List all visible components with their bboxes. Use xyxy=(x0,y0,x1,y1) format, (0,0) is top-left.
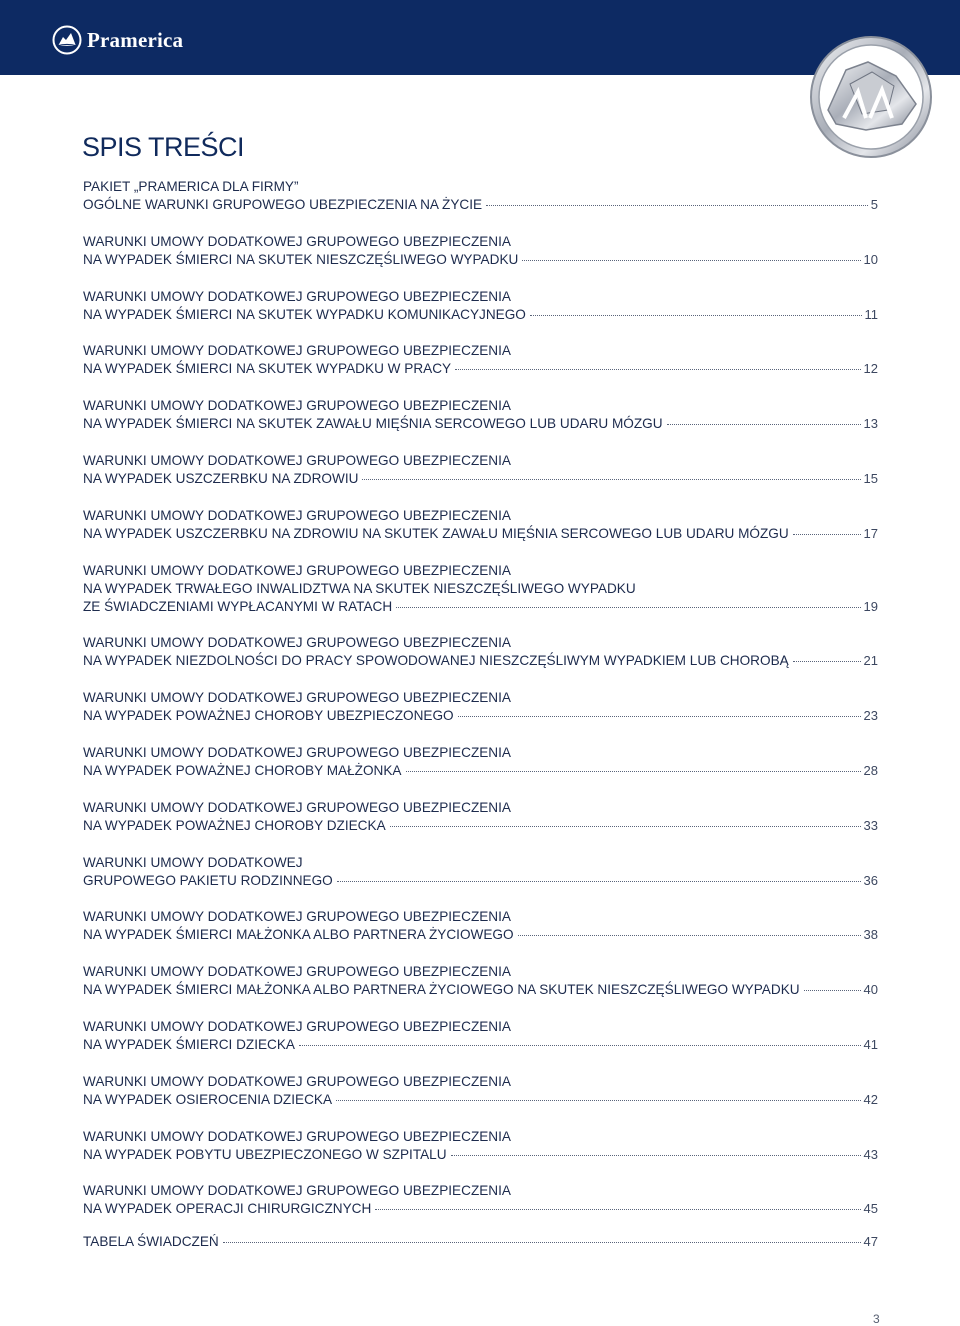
toc-page-number[interactable]: 23 xyxy=(863,708,878,724)
dot-leader xyxy=(518,934,861,936)
toc-entry-line: NA WYPADEK ŚMIERCI NA SKUTEK WYPADKU W PRACY xyxy=(83,361,452,377)
toc-entry-line: NA WYPADEK POWAŻNEJ CHOROBY MAŁŻONKA xyxy=(83,762,402,778)
toc-entry-last-line xyxy=(83,872,878,890)
toc-entry-line: WARUNKI UMOWY DODATKOWEJ GRUPOWEGO UBEZPIECZENIA xyxy=(83,1018,511,1034)
toc-entry[interactable] xyxy=(83,178,878,214)
toc-entry-line: WARUNKI UMOWY DODATKOWEJ GRUPOWEGO UBEZPIECZENIA xyxy=(83,1073,511,1089)
toc-entry-line: NA WYPADEK OSIEROCENIA DZIECKA xyxy=(83,1091,333,1107)
toc-entry-last-line xyxy=(83,1233,878,1251)
toc-entry[interactable] xyxy=(83,562,878,616)
toc-entry-line: WARUNKI UMOWY DODATKOWEJ xyxy=(83,854,303,870)
toc-entry-last-line xyxy=(83,1200,878,1218)
toc-entry-last-line xyxy=(83,1091,878,1109)
toc-entry-last-line xyxy=(83,525,878,543)
toc-entry-last-line xyxy=(83,598,878,616)
page-title: SPIS TREŚCI xyxy=(82,132,245,162)
toc-entry-line: NA WYPADEK USZCZERBKU NA ZDROWIU NA SKUTEK ZAWAŁU MIĘŚNIA SERCOWEGO LUB UDARU MÓZGU xyxy=(83,525,789,541)
dot-leader xyxy=(455,368,860,370)
toc-entry[interactable] xyxy=(83,1073,878,1109)
toc-page-number[interactable]: 42 xyxy=(863,1091,878,1107)
dot-leader xyxy=(337,880,861,882)
toc-entry-line: WARUNKI UMOWY DODATKOWEJ GRUPOWEGO UBEZPIECZENIA xyxy=(83,964,511,980)
dot-leader xyxy=(530,314,862,316)
toc-entry-last-line xyxy=(83,415,878,433)
silver-circular-emblem-icon xyxy=(806,32,936,162)
toc-page-number[interactable]: 45 xyxy=(863,1201,878,1217)
toc-entry-line: NA WYPADEK ŚMIERCI MAŁŻONKA ALBO PARTNERA ŻYCIOWEGO NA SKUTEK NIESZCZĘŚLIWEGO WYPADKU xyxy=(83,982,800,998)
toc-entry[interactable] xyxy=(83,1182,878,1218)
dot-leader xyxy=(458,715,861,717)
toc-entry[interactable] xyxy=(83,689,878,725)
toc-entry[interactable] xyxy=(83,233,878,269)
toc-entry[interactable] xyxy=(83,963,878,999)
toc-entry-line: NA WYPADEK TRWAŁEGO INWALIDZTWA NA SKUTEK NIESZCZĘŚLIWEGO WYPADKU xyxy=(83,580,636,596)
toc-page-number[interactable]: 28 xyxy=(863,762,878,778)
toc-page-number[interactable]: 38 xyxy=(863,927,878,943)
toc-page-number[interactable]: 17 xyxy=(863,525,878,541)
toc-entry[interactable] xyxy=(83,452,878,488)
toc-entry-line: WARUNKI UMOWY DODATKOWEJ GRUPOWEGO UBEZPIECZENIA xyxy=(83,909,511,925)
dot-leader xyxy=(223,1241,861,1243)
dot-leader xyxy=(793,660,861,662)
toc-entry-line: OGÓLNE WARUNKI GRUPOWEGO UBEZPIECZENIA NA ŻYCIE xyxy=(83,197,483,212)
toc-entry-line: WARUNKI UMOWY DODATKOWEJ GRUPOWEGO UBEZPIECZENIA xyxy=(83,398,511,414)
toc-page-number[interactable]: 43 xyxy=(863,1146,878,1162)
toc-entry[interactable] xyxy=(83,634,878,670)
rock-of-gibraltar-icon xyxy=(52,25,82,55)
toc-page-number[interactable]: 11 xyxy=(864,306,878,322)
toc-entry-line: WARUNKI UMOWY DODATKOWEJ GRUPOWEGO UBEZPIECZENIA xyxy=(83,690,511,706)
toc-page-number[interactable]: 36 xyxy=(863,872,878,888)
dot-leader xyxy=(804,989,861,991)
toc-page-number[interactable]: 12 xyxy=(863,361,878,377)
toc-entry[interactable] xyxy=(83,744,878,780)
toc-entry[interactable] xyxy=(83,342,878,378)
toc-entry-last-line xyxy=(83,470,878,488)
toc-entry-line: WARUNKI UMOWY DODATKOWEJ GRUPOWEGO UBEZPIECZENIA xyxy=(83,343,511,359)
toc-entry-line: WARUNKI UMOWY DODATKOWEJ GRUPOWEGO UBEZPIECZENIA xyxy=(83,452,511,468)
toc-entry-line: NA WYPADEK ŚMIERCI MAŁŻONKA ALBO PARTNERA ŻYCIOWEGO xyxy=(83,927,514,943)
toc-entry-line: GRUPOWEGO PAKIETU RODZINNEGO xyxy=(83,872,333,888)
toc-page-number[interactable]: 13 xyxy=(863,416,878,432)
toc-entry[interactable] xyxy=(83,1018,878,1054)
toc-entry-line: NA WYPADEK ŚMIERCI DZIECKA xyxy=(83,1036,295,1052)
toc-page-number[interactable]: 41 xyxy=(863,1036,878,1052)
table-of-contents xyxy=(83,178,878,1251)
toc-entry-last-line xyxy=(83,251,878,269)
toc-entry[interactable] xyxy=(83,854,878,890)
toc-entry-last-line xyxy=(83,762,878,780)
toc-entry[interactable] xyxy=(83,908,878,944)
toc-entry-line: NA WYPADEK USZCZERBKU NA ZDROWIU xyxy=(83,470,359,486)
toc-entry-last-line xyxy=(83,306,878,324)
toc-entry[interactable] xyxy=(83,288,878,324)
toc-page-number[interactable]: 47 xyxy=(863,1234,878,1250)
toc-entry-last-line xyxy=(83,926,878,944)
toc-entry-last-line xyxy=(83,707,878,725)
dot-leader xyxy=(336,1099,861,1101)
toc-entry-line: WARUNKI UMOWY DODATKOWEJ GRUPOWEGO UBEZPIECZENIA xyxy=(83,288,511,304)
toc-entry-last-line xyxy=(83,1146,878,1164)
toc-entry[interactable] xyxy=(83,799,878,835)
dot-leader xyxy=(396,606,860,608)
dot-leader xyxy=(793,533,861,535)
toc-entry-line: WARUNKI UMOWY DODATKOWEJ GRUPOWEGO UBEZPIECZENIA xyxy=(83,1128,511,1144)
toc-entry-last-line xyxy=(83,1036,878,1054)
dot-leader xyxy=(299,1044,861,1046)
toc-page-number[interactable]: 5 xyxy=(870,197,878,212)
toc-entry-line: NA WYPADEK POWAŻNEJ CHOROBY UBEZPIECZONEGO xyxy=(83,708,454,724)
toc-entry-line: WARUNKI UMOWY DODATKOWEJ GRUPOWEGO UBEZPIECZENIA xyxy=(83,233,511,249)
toc-entry-line: PAKIET „PRAMERICA DLA FIRMY” xyxy=(83,179,299,194)
dot-leader xyxy=(667,423,861,425)
toc-entry-line: NA WYPADEK ŚMIERCI NA SKUTEK NIESZCZĘŚLIWEGO WYPADKU xyxy=(83,251,519,267)
toc-entry-last-line xyxy=(83,652,878,670)
toc-entry-line: WARUNKI UMOWY DODATKOWEJ GRUPOWEGO UBEZPIECZENIA xyxy=(83,562,511,578)
toc-page-number[interactable]: 19 xyxy=(863,598,878,614)
toc-entry-line: WARUNKI UMOWY DODATKOWEJ GRUPOWEGO UBEZPIECZENIA xyxy=(83,507,511,523)
dot-leader xyxy=(375,1208,860,1210)
toc-entry-line: NA WYPADEK OPERACJI CHIRURGICZNYCH xyxy=(83,1201,372,1217)
toc-entry-line: NA WYPADEK POBYTU UBEZPIECZONEGO W SZPITALU xyxy=(83,1146,447,1162)
toc-entry-line: NA WYPADEK NIEZDOLNOŚCI DO PRACY SPOWODOWANEJ NIESZCZĘŚLIWYM WYPADKIEM LUB CHOROBĄ xyxy=(83,653,789,669)
dot-leader xyxy=(451,1154,861,1156)
toc-entry-last-line xyxy=(83,360,878,378)
toc-entry-line: WARUNKI UMOWY DODATKOWEJ GRUPOWEGO UBEZPIECZENIA xyxy=(83,635,511,651)
toc-page-number[interactable]: 33 xyxy=(863,817,878,833)
toc-entry[interactable] xyxy=(83,1233,878,1251)
toc-page-number[interactable]: 40 xyxy=(863,982,878,998)
brand-logo[interactable] xyxy=(52,25,183,55)
dot-leader xyxy=(406,770,861,772)
brand-name: Pramerica xyxy=(87,27,184,52)
toc-entry-last-line xyxy=(83,981,878,999)
toc-page-number[interactable]: 15 xyxy=(863,470,878,486)
toc-entry-line: WARUNKI UMOWY DODATKOWEJ GRUPOWEGO UBEZPIECZENIA xyxy=(83,799,511,815)
toc-page-number[interactable]: 10 xyxy=(863,251,878,267)
toc-entry[interactable] xyxy=(83,507,878,543)
toc-entry-last-line xyxy=(83,817,878,835)
page-number: 3 xyxy=(873,1312,880,1326)
toc-entry-line: NA WYPADEK ŚMIERCI NA SKUTEK WYPADKU KOMUNIKACYJNEGO xyxy=(83,306,526,322)
toc-entry-line: ZE ŚWIADCZENIAMI WYPŁACANYMI W RATACH xyxy=(83,598,393,614)
toc-entry-last-line xyxy=(83,196,878,214)
dot-leader xyxy=(486,204,868,206)
dot-leader xyxy=(522,259,860,261)
toc-entry[interactable] xyxy=(83,1128,878,1164)
toc-entry-line: NA WYPADEK POWAŻNEJ CHOROBY DZIECKA xyxy=(83,817,386,833)
toc-page-number[interactable]: 21 xyxy=(863,653,878,669)
toc-entry[interactable] xyxy=(83,397,878,433)
toc-entry-line: WARUNKI UMOWY DODATKOWEJ GRUPOWEGO UBEZPIECZENIA xyxy=(83,1183,511,1199)
toc-entry-line: WARUNKI UMOWY DODATKOWEJ GRUPOWEGO UBEZPIECZENIA xyxy=(83,744,511,760)
dot-leader xyxy=(390,825,861,827)
toc-entry-line: NA WYPADEK ŚMIERCI NA SKUTEK ZAWAŁU MIĘŚNIA SERCOWEGO LUB UDARU MÓZGU xyxy=(83,416,663,432)
dot-leader xyxy=(362,478,860,480)
toc-entry-line: TABELA ŚWIADCZEŃ xyxy=(83,1234,219,1250)
